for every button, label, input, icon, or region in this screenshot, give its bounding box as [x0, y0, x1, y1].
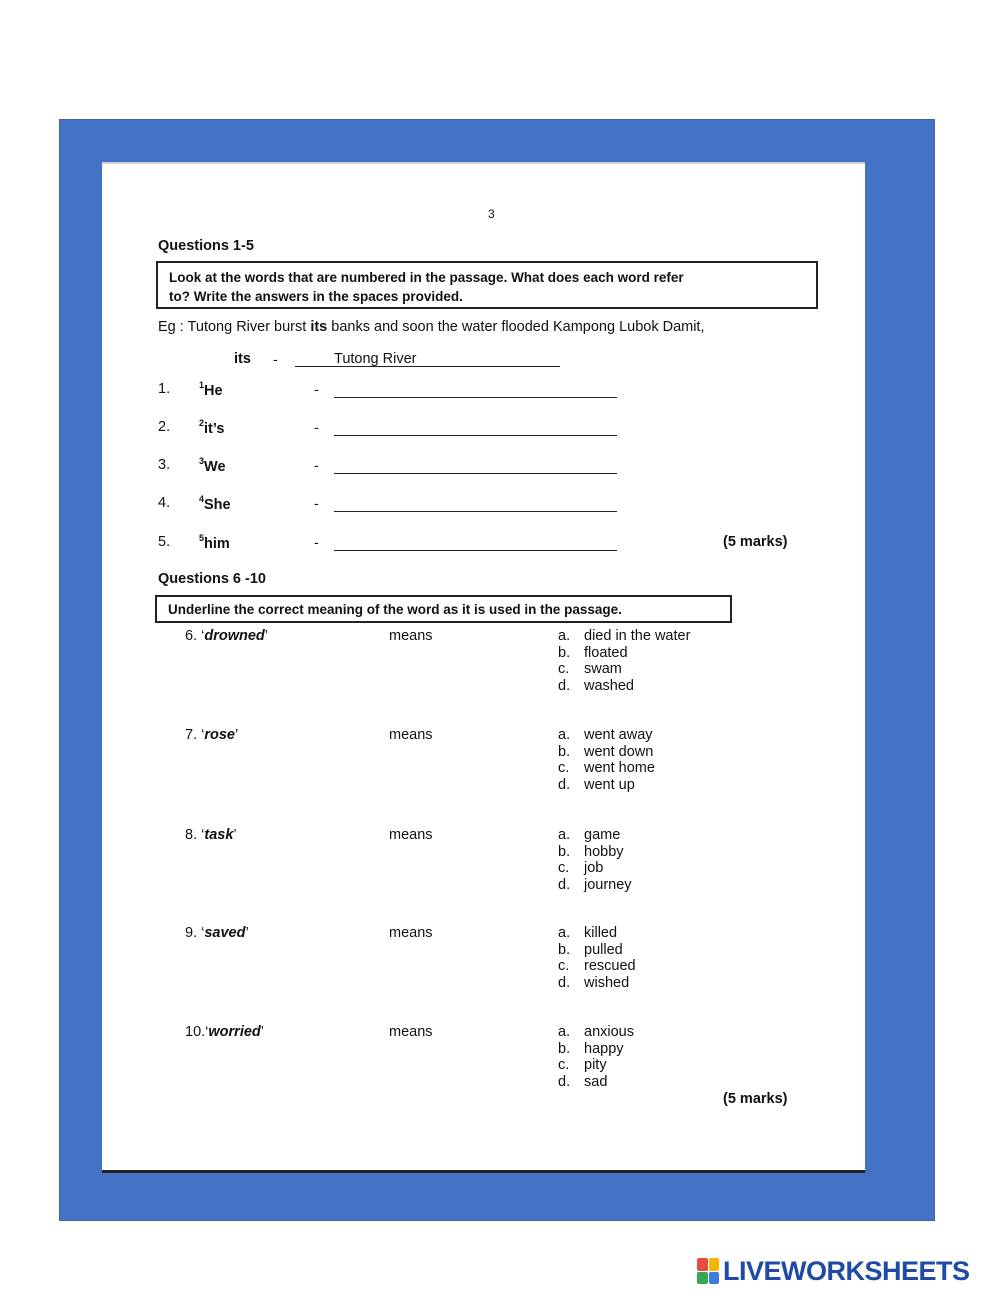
answer-dash: -: [314, 381, 319, 397]
option-letter: d.: [558, 876, 571, 893]
word-superscript: 2: [199, 418, 205, 428]
vocab-term: drowned: [204, 628, 265, 644]
answer-option[interactable]: [558, 925, 617, 942]
option-letter: a.: [558, 1024, 571, 1040]
referent-word: [199, 381, 223, 399]
question-number: 3.: [158, 457, 171, 473]
close-quote: ’: [245, 925, 249, 941]
brand-name: LIVEWORKSHEETS: [723, 1255, 970, 1286]
answer-option[interactable]: [558, 628, 690, 645]
answer-option[interactable]: [558, 827, 620, 844]
answer-option[interactable]: [558, 777, 635, 794]
vocab-term: worried: [208, 1024, 261, 1040]
option-text: pity: [584, 1057, 607, 1073]
option-letter: b.: [558, 843, 571, 860]
option-text: pulled: [584, 941, 623, 958]
answer-option[interactable]: [558, 860, 603, 877]
option-text: swam: [584, 661, 622, 677]
means-label: means: [389, 727, 433, 743]
example-prefix: Eg : Tutong River burst: [158, 319, 311, 335]
option-text: went away: [584, 727, 653, 743]
open-quote: ‘: [201, 628, 205, 644]
vocab-word: [185, 827, 237, 843]
option-text: hobby: [584, 843, 624, 860]
answer-option[interactable]: [558, 661, 622, 678]
option-letter: c.: [558, 760, 570, 776]
answer-option[interactable]: [558, 975, 629, 992]
option-letter: c.: [558, 860, 570, 876]
answer-dash: -: [314, 457, 319, 473]
example-sentence: [158, 319, 705, 335]
word-text: We: [204, 458, 226, 475]
option-text: job: [584, 860, 604, 876]
question-number: 1.: [158, 381, 171, 397]
option-letter: b.: [558, 941, 571, 958]
logo-badge-icon: [697, 1258, 719, 1284]
answer-blank[interactable]: [334, 471, 617, 474]
instruction-2-text: Underline the correct meaning of the word as it is used in the passage.: [168, 602, 622, 617]
option-letter: b.: [558, 644, 571, 661]
vocab-word: [185, 628, 268, 644]
option-letter: d.: [558, 1073, 571, 1090]
means-label: means: [389, 1024, 433, 1040]
word-superscript: 5: [199, 533, 205, 543]
question-number: 5.: [158, 534, 171, 550]
word-text: him: [204, 535, 230, 552]
open-quote: ‘: [201, 925, 205, 941]
marks-1-5: (5 marks): [723, 534, 788, 550]
vocab-term: saved: [204, 925, 246, 941]
vocab-term: rose: [204, 727, 235, 743]
answer-dash: -: [314, 419, 319, 435]
open-quote: ‘: [201, 827, 205, 843]
option-text: went down: [584, 743, 654, 760]
vocab-word: [185, 925, 249, 941]
answer-option[interactable]: [558, 1041, 624, 1058]
worksheet-page: [102, 162, 865, 1173]
answer-blank[interactable]: [334, 548, 617, 551]
option-letter: a.: [558, 925, 571, 941]
option-text: sad: [584, 1073, 608, 1090]
answer-option[interactable]: [558, 727, 653, 744]
vocab-number: 9.: [185, 925, 202, 941]
option-letter: b.: [558, 1040, 571, 1057]
marks-6-10: (5 marks): [723, 1091, 788, 1107]
referent-word: [199, 457, 226, 475]
answer-blank[interactable]: [334, 395, 617, 398]
means-label: means: [389, 628, 433, 644]
option-letter: a.: [558, 727, 571, 743]
vocab-number: 6.: [185, 628, 202, 644]
vocab-word: [185, 727, 238, 743]
open-quote: ‘: [201, 727, 205, 743]
answer-option[interactable]: [558, 645, 628, 662]
close-quote: ’: [233, 827, 237, 843]
option-text: rescued: [584, 958, 636, 974]
example-answer: Tutong River: [334, 351, 417, 367]
answer-option[interactable]: [558, 942, 623, 959]
answer-option[interactable]: [558, 844, 624, 861]
means-label: means: [389, 925, 433, 941]
option-text: killed: [584, 925, 618, 941]
questions-6-10-heading: Questions 6 -10: [158, 571, 266, 587]
example-dash: -: [273, 351, 278, 367]
option-letter: b.: [558, 743, 571, 760]
open-quote: ‘: [205, 1024, 209, 1040]
close-quote: ’: [264, 628, 269, 644]
option-text: washed: [584, 677, 634, 694]
question-number: 4.: [158, 495, 171, 511]
word-text: it’s: [204, 420, 225, 437]
option-letter: c.: [558, 661, 570, 677]
answer-option[interactable]: [558, 1024, 634, 1041]
option-text: went home: [584, 760, 655, 776]
answer-dash: -: [314, 534, 319, 550]
option-text: game: [584, 827, 621, 843]
option-text: happy: [584, 1040, 624, 1057]
option-letter: d.: [558, 974, 571, 991]
answer-option[interactable]: [558, 877, 632, 894]
close-quote: ’: [260, 1024, 265, 1040]
option-letter: c.: [558, 1057, 570, 1073]
example-word: its: [234, 351, 251, 367]
option-text: went up: [584, 776, 635, 793]
question-number: 2.: [158, 419, 171, 435]
answer-dash: -: [314, 495, 319, 511]
referent-word: [199, 495, 231, 513]
option-letter: a.: [558, 827, 571, 843]
page-number: 3: [488, 207, 495, 221]
example-bold-word: its: [310, 319, 328, 335]
vocab-number: 7.: [185, 727, 202, 743]
answer-option[interactable]: [558, 678, 634, 695]
option-letter: c.: [558, 958, 570, 974]
answer-blank[interactable]: [334, 509, 617, 512]
referent-word: [199, 419, 224, 437]
questions-1-5-heading: Questions 1-5: [158, 238, 254, 254]
word-text: She: [204, 496, 231, 513]
means-label: means: [389, 827, 433, 843]
answer-blank[interactable]: [334, 433, 617, 436]
close-quote: ’: [235, 727, 239, 743]
option-letter: a.: [558, 628, 571, 644]
word-superscript: 3: [199, 456, 205, 466]
option-text: wished: [584, 974, 630, 991]
answer-option[interactable]: [558, 760, 655, 777]
word-superscript: 4: [199, 494, 205, 504]
instruction-box-1: [156, 261, 818, 309]
answer-option[interactable]: [558, 744, 653, 761]
vocab-word: [185, 1024, 264, 1040]
word-superscript: 1: [199, 380, 205, 390]
answer-option[interactable]: [558, 1057, 607, 1074]
vocab-term: task: [204, 827, 234, 843]
option-text: journey: [584, 876, 632, 893]
option-letter: d.: [558, 677, 571, 694]
instruction-line-2: to? Write the answers in the spaces provided.: [169, 289, 463, 304]
option-text: floated: [584, 644, 628, 661]
vocab-number: 8.: [185, 827, 202, 843]
example-suffix: banks and soon the water flooded Kampong Lubok Damit,: [327, 319, 705, 335]
option-letter: d.: [558, 776, 571, 793]
answer-option[interactable]: [558, 1074, 607, 1091]
liveworksheets-logo: [697, 1256, 970, 1286]
instruction-box-2: [155, 595, 732, 623]
option-text: anxious: [584, 1024, 634, 1040]
answer-option[interactable]: [558, 958, 636, 975]
option-text: died in the water: [584, 628, 691, 644]
instruction-line-1: Look at the words that are numbered in the passage. What does each word refer: [169, 270, 684, 285]
referent-word: [199, 534, 230, 552]
word-text: He: [204, 382, 223, 399]
vocab-number: 10.: [185, 1024, 206, 1040]
